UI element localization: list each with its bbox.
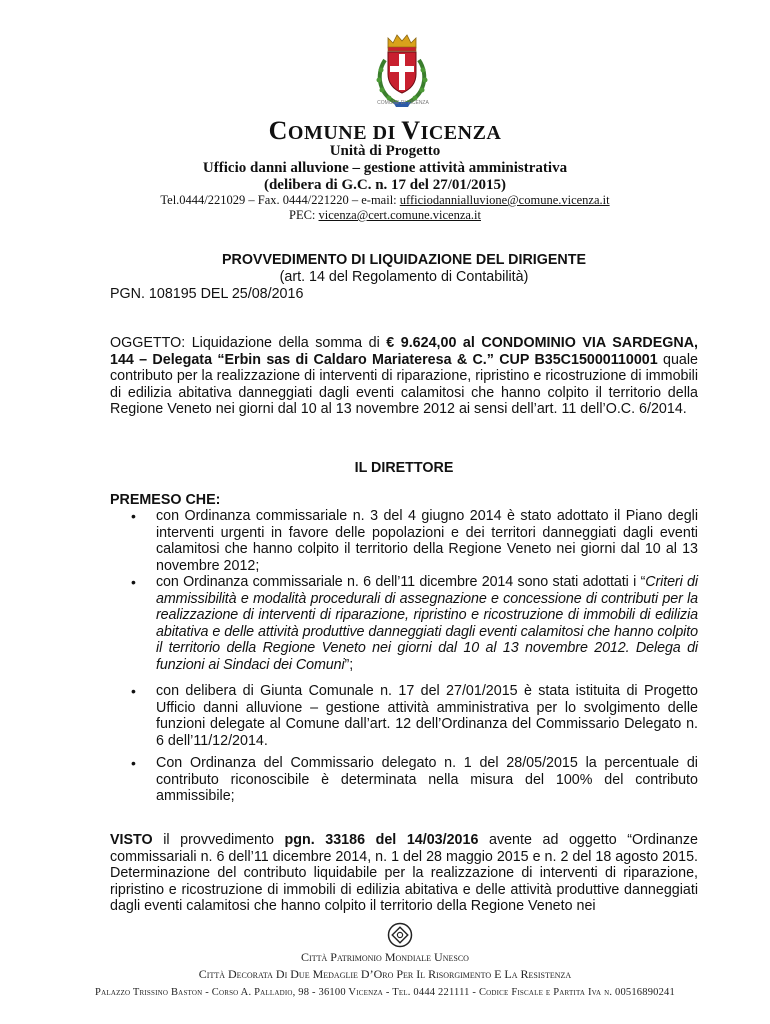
bullet-icon: • (131, 508, 136, 524)
premise-item: con delibera di Giunta Comunale n. 17 del 27/01/2015 è stata istituita di Progetto Ufficio danni alluvione – gestione attività amministrativa per lo svolgimento delle funzioni delegate al Comune dall’art. 12 dell’Ordinanza del Commissario Delegato n. 6 dell’11/12/2014. (156, 683, 698, 749)
bullet-icon: • (131, 683, 136, 699)
footer-address: Palazzo Trissino Baston - Corso A. Palladio, 98 - 36100 Vicenza - Tel. 0444 221111 - Codice Fiscale e Partita Iva n. 00516890241 (95, 987, 675, 998)
director-heading: IL DIRETTORE (354, 460, 454, 476)
office-resolution: (delibera di G.C. n. 17 del 27/01/2015) (263, 177, 507, 193)
document-heading: PROVVEDIMENTO DI LIQUIDAZIONE DEL DIRIGENTE (221, 252, 587, 268)
crest-caption: COMUNE DI VICENZA (377, 100, 429, 106)
pec-line: PEC: vicenza@cert.comune.vicenza.it (289, 208, 481, 222)
contact-line: Tel.0444/221029 – Fax. 0444/221220 – e-mail: ufficiodannialluvione@comune.vicenza.it (160, 193, 610, 207)
unesco-icon (387, 922, 413, 948)
premise-heading: PREMESO CHE: (110, 492, 221, 508)
office-name: Unità di Progetto (329, 143, 441, 159)
office-department: Ufficio danni alluvione – gestione attività amministrativa (202, 160, 568, 176)
subject-paragraph: OGGETTO: Liquidazione della somma di € 9.624,00 al CONDOMINIO VIA SARDEGNA, 144 – Delegata “Erbin sas di Caldaro Mariateresa & C.” CUP B35C15000110001 quale contributo per la realizzazione di interventi di riparazione, ripristino e ricostruzione di immobili di edilizia abitativa danneggiati dagli eventi calamitosi che hanno colpito il territorio della Regione Veneto nei giorni dal 10 al 13 novembre 2012 ai sensi dell’art. 11 dell’O.C. 6/2014. (110, 335, 698, 418)
visto-paragraph: VISTO il provvedimento pgn. 33186 del 14/03/2016 avente ad oggetto “Ordinanze commissariali n. 6 dell’11 dicembre 2014, n. 1 del 28 maggio 2015 e n. 2 del 18 agosto 2015. Determinazione del contributo liquidabile per la realizzazione di interventi di riparazione, ripristino e ricostruzione di immobili di edilizia abitativa e delle attività produttive danneggiati dagli eventi calamitosi che hanno colpito il territorio della Regione Veneto nei (110, 832, 698, 915)
bullet-icon: • (131, 755, 136, 771)
bullet-icon: • (131, 574, 136, 590)
premise-item: con Ordinanza commissariale n. 3 del 4 giugno 2014 è stato adottato il Piano degli interventi urgenti in favore delle popolazioni e dei territori danneggiati dagli eventi calamitosi che hanno colpito il territorio della Regione Veneto nei giorni dal 10 al 13 novembre 2012; (156, 508, 698, 574)
protocol-number: PGN. 108195 DEL 25/08/2016 (110, 286, 304, 302)
footer-medals: Città Decorata Di Due Medaglie D’Oro Per Il Risorgimento E La Resistenza (198, 967, 572, 981)
page-title: COMUNE DI VICENZA (268, 116, 502, 145)
pec-link[interactable]: vicenza@cert.comune.vicenza.it (318, 208, 481, 222)
footer-unesco: Città Patrimonio Mondiale Unesco (301, 950, 469, 964)
document-subheading: (art. 14 del Regolamento di Contabilità) (279, 269, 529, 285)
email-link[interactable]: ufficiodannialluvione@comune.vicenza.it (399, 193, 610, 207)
premise-item: con Ordinanza commissariale n. 6 dell’11 dicembre 2014 sono stati adottati i “Criteri di ammissibilità e modalità procedurali di assegnazione e concessione di contributi per la realizzazione di interventi di riparazione, ripristino e ricostruzione di immobili di edilizia abitativa e delle attività produttive danneggiati dagli eventi calamitosi che hanno colpito il territorio della Regione Veneto nei giorni dal 10 al 13 novembre 2012. Delega di funzioni ai Sindaci dei Comuni”; (156, 574, 698, 673)
premise-item: Con Ordinanza del Commissario delegato n. 1 del 28/05/2015 la percentuale di contributo riconoscibile è determinata nella misura del 100% del contributo ammissibile; (156, 755, 698, 805)
